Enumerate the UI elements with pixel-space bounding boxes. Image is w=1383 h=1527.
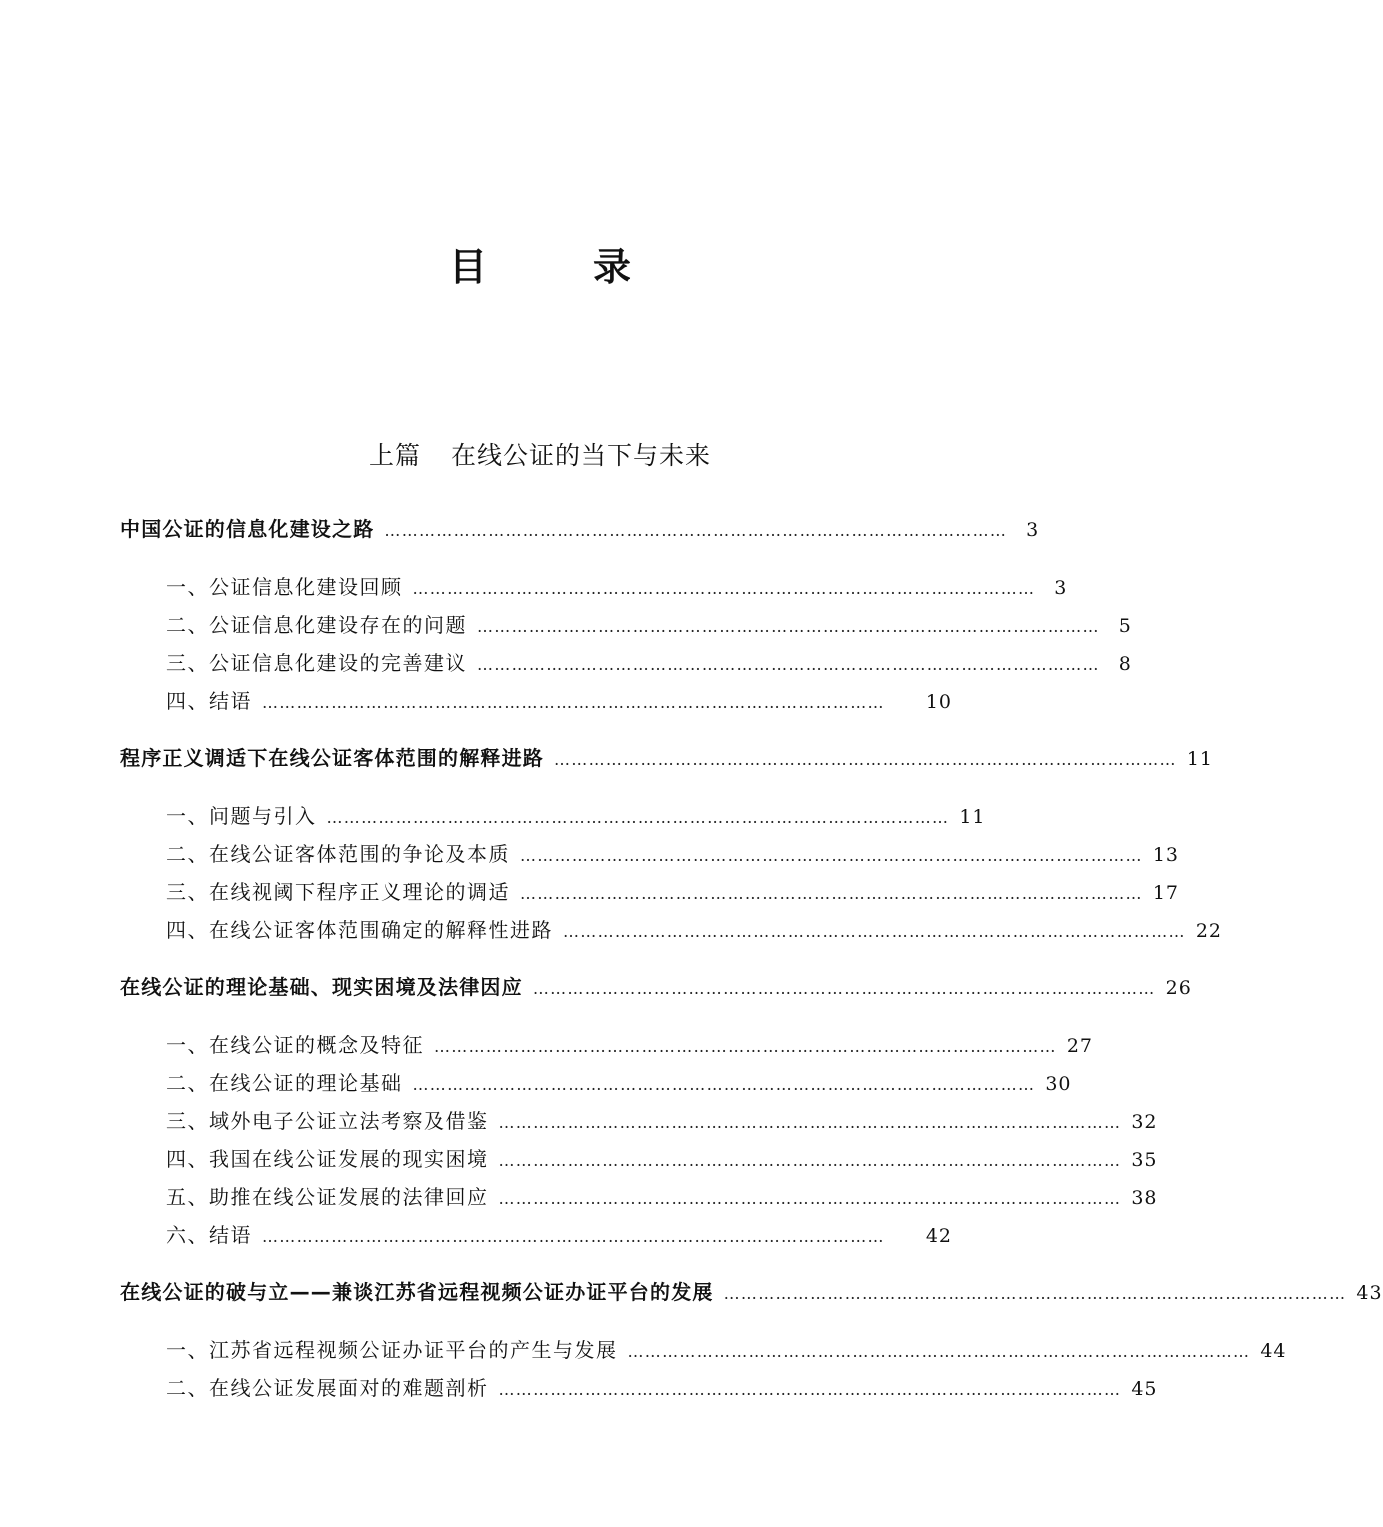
toc-section[interactable] — [166, 1218, 952, 1252]
page-number: 3 — [1026, 519, 1040, 541]
dot-leader: ……………………………………………………………………………………………… — [384, 521, 1008, 540]
page-number: 11 — [1186, 748, 1213, 770]
page-number: 44 — [1260, 1340, 1287, 1362]
page-number: 27 — [1066, 1035, 1093, 1057]
toc-section[interactable] — [166, 608, 1132, 642]
toc-section[interactable] — [166, 1066, 1072, 1100]
section-title: 一、江苏省远程视频公证办证平台的产生与发展 — [166, 1338, 618, 1362]
chapter-title: 中国公证的信息化建设之路 — [120, 517, 375, 541]
page-title: 目 录 — [448, 245, 665, 289]
dot-leader: ……………………………………………………………………………………………… — [498, 1151, 1122, 1170]
toc-chapter[interactable] — [120, 1275, 1383, 1309]
section-title: 二、公证信息化建设存在的问题 — [166, 613, 467, 637]
page-number: 32 — [1131, 1111, 1158, 1133]
section-title: 一、公证信息化建设回顾 — [166, 575, 403, 599]
page-number: 8 — [1118, 653, 1132, 675]
dot-leader: ……………………………………………………………………………………………… — [477, 617, 1100, 636]
section-title: 二、在线公证的理论基础 — [166, 1071, 403, 1095]
section-title: 六、结语 — [166, 1223, 252, 1247]
page-number: 11 — [959, 806, 986, 828]
dot-leader: ……………………………………………………………………………………………… — [498, 1380, 1122, 1399]
section-title: 二、在线公证客体范围的争论及本质 — [166, 842, 510, 866]
page-number: 3 — [1054, 577, 1068, 599]
toc-chapter[interactable] — [120, 970, 1192, 1004]
toc-section[interactable] — [166, 1371, 1158, 1405]
toc-chapter[interactable] — [120, 512, 1040, 546]
toc-section[interactable] — [166, 684, 952, 718]
dot-leader: ……………………………………………………………………………………………… — [498, 1189, 1122, 1208]
chapter-title: 在线公证的理论基础、现实困境及法律因应 — [120, 975, 523, 999]
section-title: 一、在线公证的概念及特征 — [166, 1033, 424, 1057]
toc-section[interactable] — [166, 1180, 1158, 1214]
dot-leader: ……………………………………………………………………………………………… — [520, 884, 1143, 903]
part-name: 在线公证的当下与未来 — [451, 441, 712, 470]
page-number: 45 — [1131, 1378, 1158, 1400]
page-number: 22 — [1195, 920, 1222, 942]
section-title: 三、在线视阈下程序正义理论的调适 — [166, 880, 510, 904]
section-title: 三、域外电子公证立法考察及借鉴 — [166, 1109, 489, 1133]
section-title: 四、在线公证客体范围确定的解释性进路 — [166, 918, 553, 942]
page-number: 17 — [1152, 882, 1179, 904]
toc-section[interactable] — [166, 570, 1068, 604]
page-number: 13 — [1152, 844, 1179, 866]
dot-leader: ……………………………………………………………………………………………… — [477, 655, 1100, 674]
dot-leader: ……………………………………………………………………………………………… — [563, 922, 1186, 941]
section-title: 五、助推在线公证发展的法律回应 — [166, 1185, 489, 1209]
toc-section[interactable] — [166, 1104, 1158, 1138]
section-title: 一、问题与引入 — [166, 804, 317, 828]
page-number: 35 — [1131, 1149, 1158, 1171]
part-prefix: 上篇 — [368, 441, 421, 470]
dot-leader: ……………………………………………………………………………………………… — [326, 808, 950, 827]
toc-chapter[interactable] — [120, 741, 1213, 775]
dot-leader: ……………………………………………………………………………………………… — [554, 750, 1177, 769]
section-title: 三、公证信息化建设的完善建议 — [166, 651, 467, 675]
page-number: 26 — [1165, 977, 1192, 999]
page-number: 30 — [1045, 1073, 1072, 1095]
toc-section[interactable] — [166, 837, 1179, 871]
dot-leader: ……………………………………………………………………………………………… — [262, 693, 885, 712]
section-title: 四、结语 — [166, 689, 252, 713]
dot-leader: ……………………………………………………………………………………………… — [412, 1075, 1036, 1094]
page-number: 5 — [1118, 615, 1132, 637]
toc-section[interactable] — [166, 875, 1179, 909]
dot-leader: ……………………………………………………………………………………………… — [723, 1284, 1347, 1303]
part-heading — [0, 436, 1080, 472]
dot-leader: ……………………………………………………………………………………………… — [532, 979, 1156, 998]
page-number: 10 — [925, 691, 952, 713]
page-number: 42 — [925, 1225, 952, 1247]
dot-leader: ……………………………………………………………………………………………… — [434, 1037, 1057, 1056]
toc-section[interactable] — [166, 646, 1132, 680]
dot-leader: ……………………………………………………………………………………………… — [520, 846, 1143, 865]
toc-section[interactable] — [166, 1028, 1093, 1062]
chapter-title: 在线公证的破与立——兼谈江苏省远程视频公证办证平台的发展 — [120, 1280, 714, 1304]
section-title: 四、我国在线公证发展的现实困境 — [166, 1147, 489, 1171]
page-number: 43 — [1356, 1282, 1383, 1304]
toc-section[interactable] — [166, 913, 1222, 947]
toc-section[interactable] — [166, 799, 986, 833]
dot-leader: ……………………………………………………………………………………………… — [262, 1227, 885, 1246]
dot-leader: ……………………………………………………………………………………………… — [498, 1113, 1122, 1132]
page-number: 38 — [1131, 1187, 1158, 1209]
dot-leader: ……………………………………………………………………………………………… — [627, 1342, 1251, 1361]
chapter-title: 程序正义调适下在线公证客体范围的解释进路 — [120, 746, 544, 770]
dot-leader: ……………………………………………………………………………………………… — [412, 579, 1036, 598]
section-title: 二、在线公证发展面对的难题剖析 — [166, 1376, 489, 1400]
toc-section[interactable] — [166, 1142, 1158, 1176]
toc-section[interactable] — [166, 1333, 1287, 1367]
